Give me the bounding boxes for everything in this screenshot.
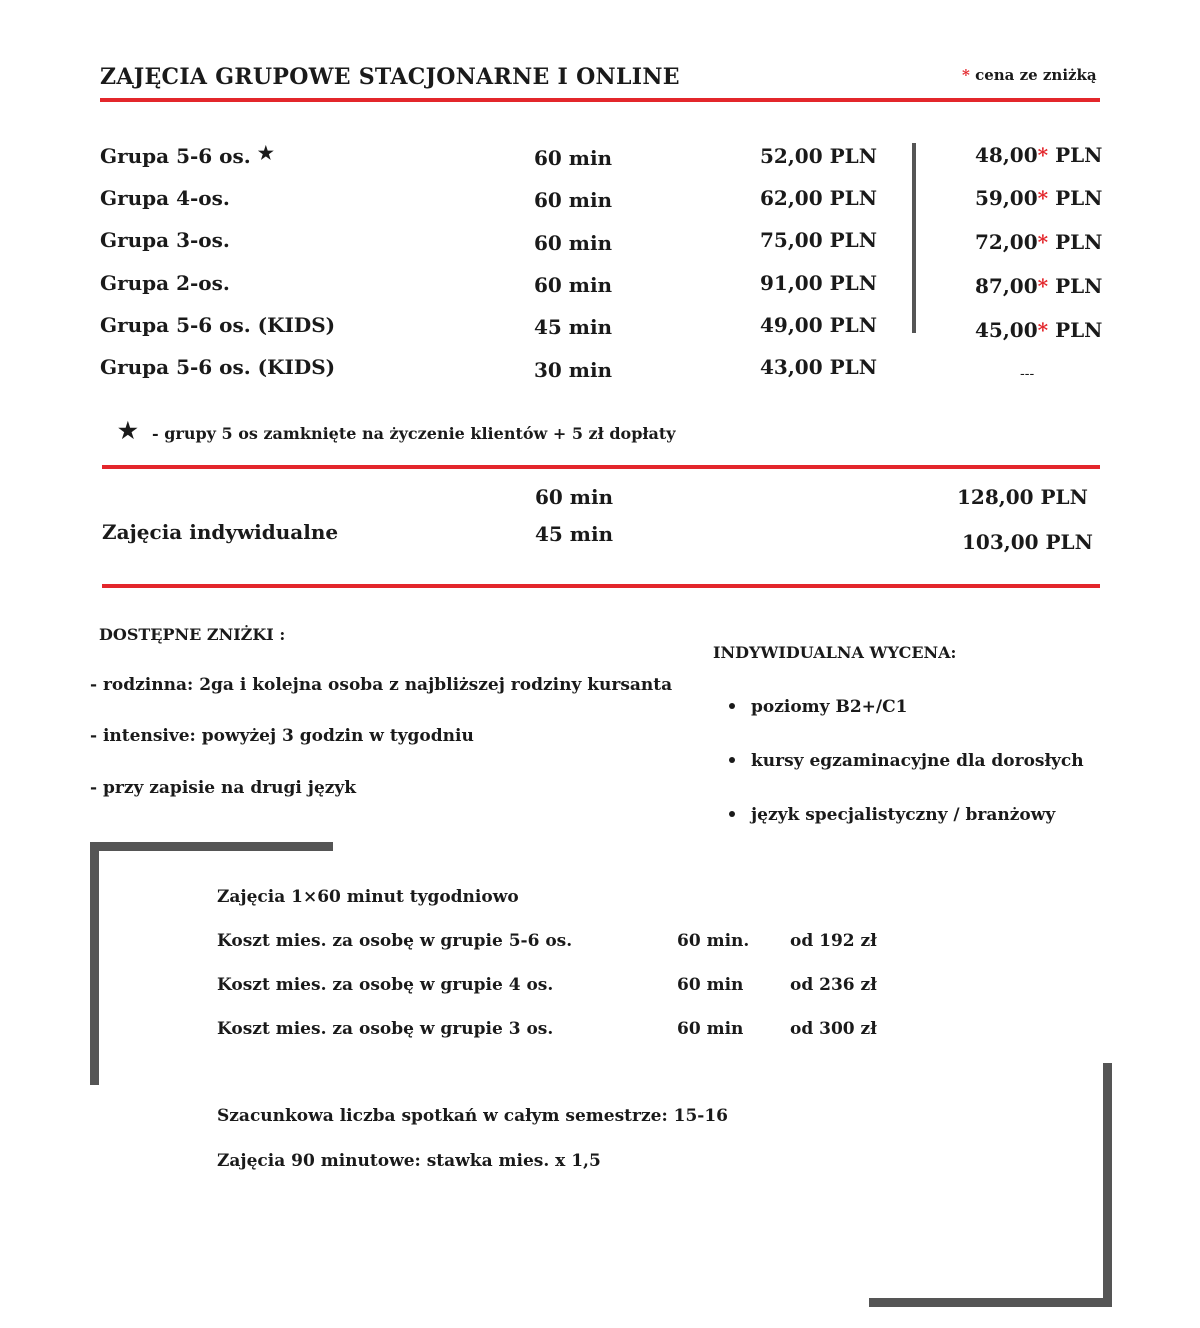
frame-bottom-right-vertical (1103, 1063, 1112, 1307)
group-row-duration: 60 min (534, 273, 613, 297)
star-icon: ★ (257, 143, 274, 164)
monthly-row-price: od 192 zł (790, 931, 877, 951)
group-row-price: 62,00 PLN (760, 186, 877, 210)
group-row-name: Grupa 5-6 os. ★ (100, 143, 274, 168)
group-row-discount-price: --- (1020, 366, 1035, 382)
discount-column-divider (912, 143, 916, 333)
individual-quote-heading: INDYWIDUALNA WYCENA: (713, 643, 957, 662)
group-row-discount-price: 48,00* PLN (975, 143, 1103, 167)
bullet-icon (729, 757, 735, 763)
list-item: język specjalistyczny / branżowy (729, 805, 1055, 825)
group-row-price: 75,00 PLN (760, 228, 877, 252)
individual-price: 103,00 PLN (962, 530, 1093, 554)
monthly-row-label: Koszt mies. za osobę w grupie 4 os. (217, 975, 554, 995)
group-row-discount-price: 59,00* PLN (975, 186, 1103, 210)
group-row-duration: 30 min (534, 358, 613, 382)
individual-duration: 60 min (535, 485, 614, 509)
individual-top-divider (102, 465, 1100, 469)
monthly-row-duration: 60 min. (677, 931, 750, 951)
group-row-name: Grupa 4-os. (100, 186, 230, 210)
monthly-row-price: od 236 zł (790, 975, 877, 995)
ninety-minute-rate: Zajęcia 90 minutowe: stawka mies. x 1,5 (217, 1151, 601, 1171)
group-row-duration: 60 min (534, 231, 613, 255)
individual-duration: 45 min (535, 522, 614, 546)
bullet-icon (729, 811, 735, 817)
star-note-text: - grupy 5 os zamknięte na życzenie klientów + 5 zł dopłaty (152, 424, 676, 443)
meetings-estimate: Szacunkowa liczba spotkań w całym semestrze: 15-16 (217, 1106, 729, 1126)
list-item: poziomy B2+/C1 (729, 697, 907, 717)
individual-label: Zajęcia indywidualne (102, 520, 339, 544)
frame-bottom-right-horizontal (869, 1298, 1112, 1307)
group-row-duration: 60 min (534, 188, 613, 212)
title-divider (100, 98, 1100, 102)
bullet-icon (729, 703, 735, 709)
group-row-price: 43,00 PLN (760, 355, 877, 379)
monthly-intro: Zajęcia 1×60 minut tygodniowo (217, 887, 519, 907)
monthly-row-label: Koszt mies. za osobę w grupie 5-6 os. (217, 931, 573, 951)
discount-legend-text: cena ze zniżką (975, 66, 1097, 84)
frame-top-left-vertical (90, 842, 99, 1085)
individual-price: 128,00 PLN (957, 485, 1088, 509)
group-row-name: Grupa 2-os. (100, 271, 230, 295)
monthly-row-label: Koszt mies. za osobę w grupie 3 os. (217, 1019, 554, 1039)
group-row-name: Grupa 5-6 os. (KIDS) (100, 313, 336, 337)
discount-item: - rodzinna: 2ga i kolejna osoba z najbliższej rodziny kursanta (90, 675, 673, 695)
group-row-duration: 45 min (534, 315, 613, 339)
individual-bottom-divider (102, 584, 1100, 588)
group-row-discount-price: 72,00* PLN (975, 230, 1103, 254)
frame-top-left-horizontal (90, 842, 333, 851)
star-icon: ★ (118, 418, 138, 444)
group-row-price: 49,00 PLN (760, 313, 877, 337)
monthly-row-duration: 60 min (677, 975, 744, 995)
group-row-name: Grupa 3-os. (100, 228, 230, 252)
monthly-row-price: od 300 zł (790, 1019, 877, 1039)
group-row-name: Grupa 5-6 os. (KIDS) (100, 355, 336, 379)
group-row-price: 52,00 PLN (760, 144, 877, 168)
discounts-heading: DOSTĘPNE ZNIŻKI : (99, 625, 286, 644)
group-row-price: 91,00 PLN (760, 271, 877, 295)
discount-item: - intensive: powyżej 3 godzin w tygodniu (90, 726, 474, 746)
monthly-row-duration: 60 min (677, 1019, 744, 1039)
group-row-discount-price: 87,00* PLN (975, 274, 1103, 298)
page-title: ZAJĘCIA GRUPOWE STACJONARNE I ONLINE (100, 64, 680, 90)
discount-legend (962, 66, 1097, 84)
discount-legend-star: * (962, 66, 970, 84)
group-row-discount-price: 45,00* PLN (975, 318, 1103, 342)
list-item: kursy egzaminacyjne dla dorosłych (729, 751, 1084, 771)
discount-item: - przy zapisie na drugi język (90, 778, 357, 798)
group-row-duration: 60 min (534, 146, 613, 170)
